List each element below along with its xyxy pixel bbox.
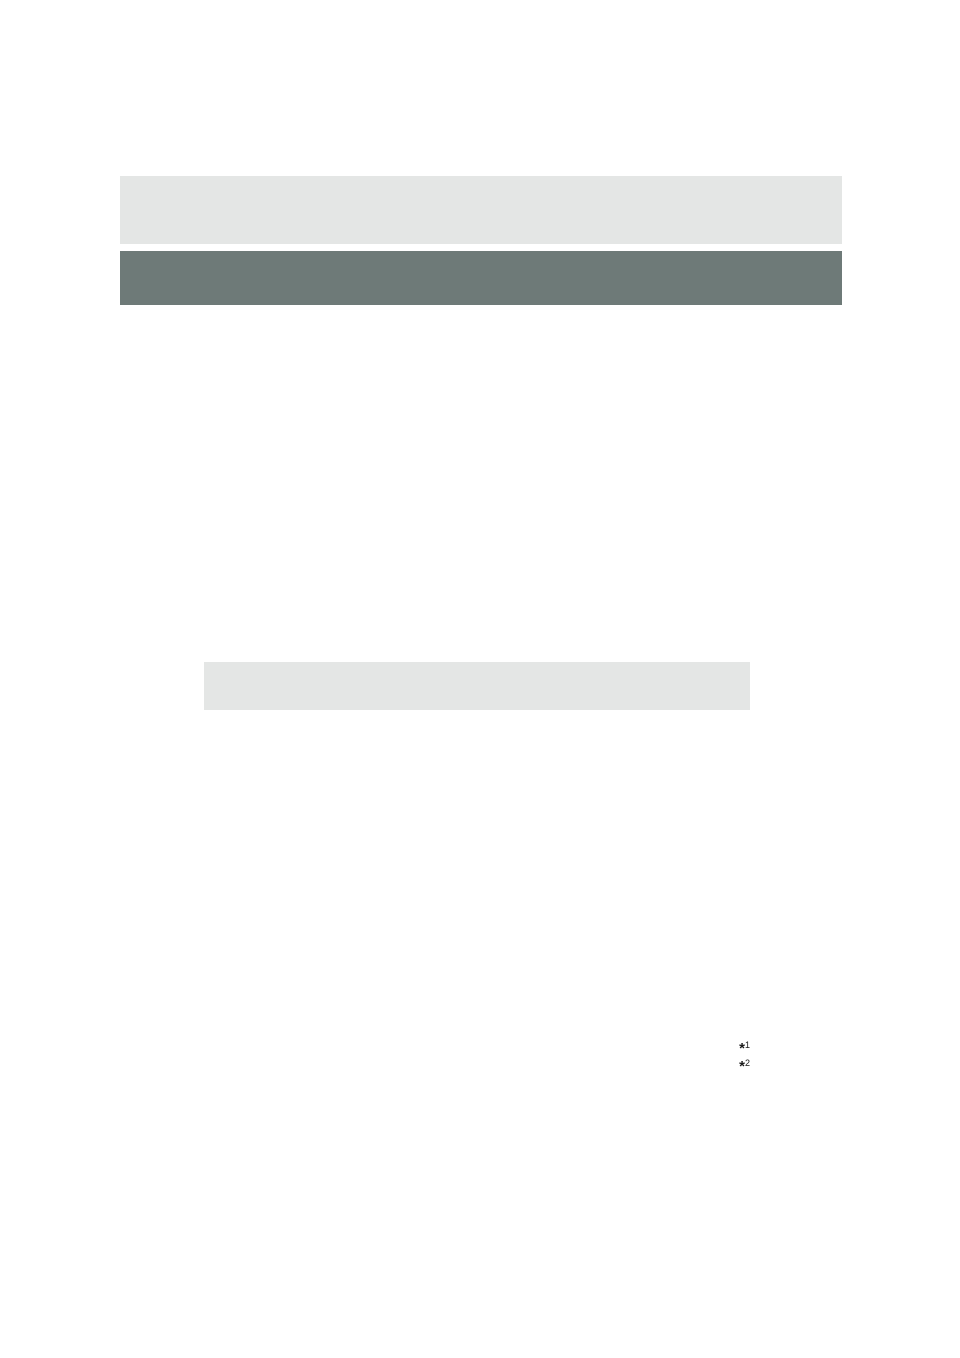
footnote-2: *$^2$: [739, 1058, 750, 1075]
footnotes: [739, 1040, 750, 1076]
header-dark-band: [120, 251, 842, 305]
section-header: [204, 662, 750, 710]
header-band: [120, 176, 842, 244]
footnote-1: *$^1$: [739, 1040, 750, 1057]
